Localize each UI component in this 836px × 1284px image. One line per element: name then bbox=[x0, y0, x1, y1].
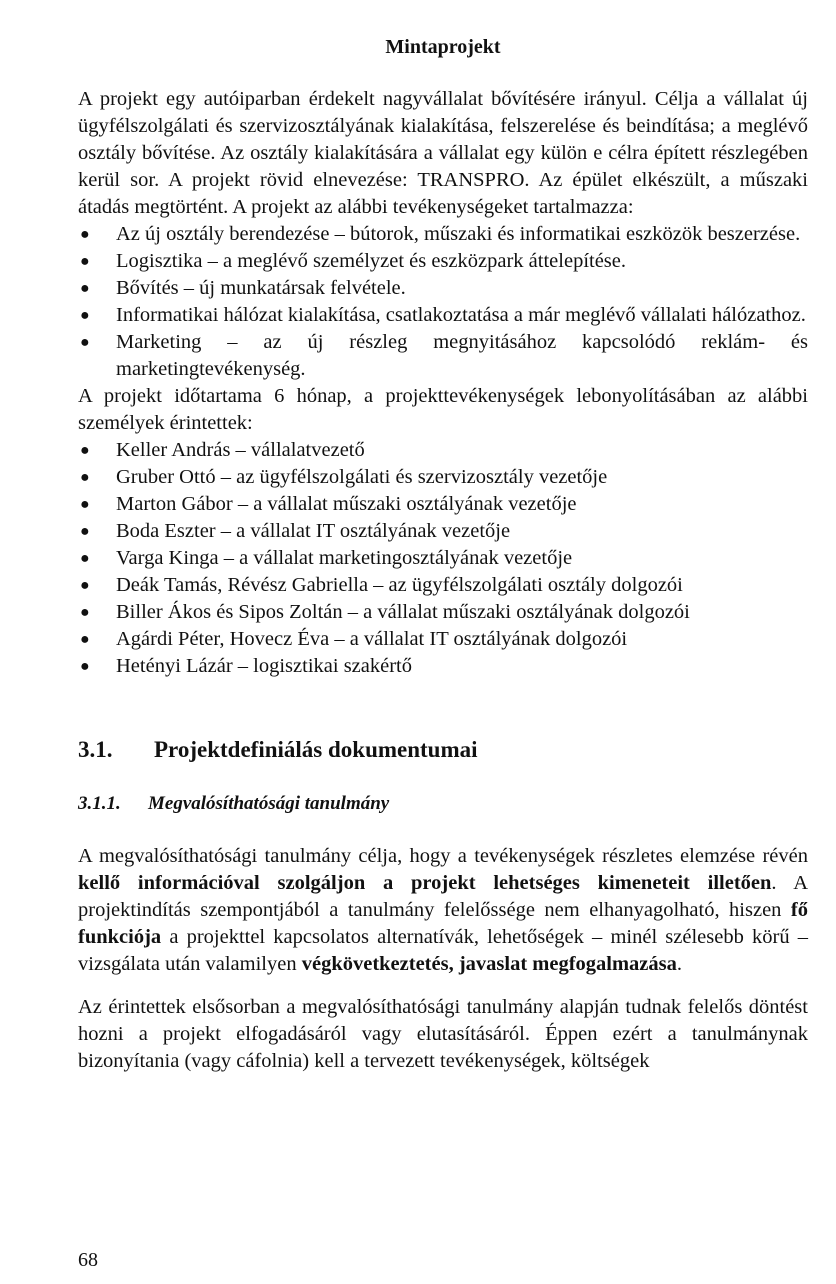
bullet-icon: ● bbox=[80, 604, 90, 621]
list-item-text: Informatikai hálózat kialakítása, csatlakoztatása a már meglévő vállalati hálózathoz. bbox=[116, 304, 806, 326]
bullet-icon: ● bbox=[80, 550, 90, 567]
bold-run: fő funkciója bbox=[78, 899, 808, 948]
list-item-text: Gruber Ottó – az ügyfélszolgálati és szervizosztály vezetője bbox=[116, 466, 608, 488]
list-item bbox=[78, 464, 808, 491]
activity-list bbox=[78, 221, 808, 383]
feasibility-paragraph-1 bbox=[78, 843, 808, 978]
text-run: a projekttel kapcsolatos alternatívák, lehetőségek – minél szélesebb körű – vizsgálata után valamilyen bbox=[78, 926, 808, 975]
bullet-icon: ● bbox=[80, 496, 90, 513]
book-page bbox=[78, 34, 808, 1075]
bullet-icon: ● bbox=[80, 631, 90, 648]
people-intro-paragraph: A projekt időtartama 6 hónap, a projekttevékenységek lebonyolításában az alábbi személyek érintettek: bbox=[78, 385, 808, 434]
list-item-text: Biller Ákos és Sipos Zoltán – a vállalat műszaki osztályának dolgozói bbox=[116, 601, 690, 623]
text-run: A megvalósíthatósági tanulmány célja, hogy a tevékenységek részletes elemzése révén bbox=[78, 845, 808, 867]
page-number: 68 bbox=[78, 1249, 98, 1271]
list-item-text: Marton Gábor – a vállalat műszaki osztályának vezetője bbox=[116, 493, 577, 515]
list-item bbox=[78, 653, 808, 680]
list-item bbox=[78, 248, 808, 275]
list-item-text: Bővítés – új munkatársak felvétele. bbox=[116, 277, 406, 299]
subsection-heading bbox=[78, 791, 808, 817]
list-item bbox=[78, 518, 808, 545]
list-item-text: Agárdi Péter, Hovecz Éva – a vállalat IT osztályának dolgozói bbox=[116, 628, 628, 650]
list-item-text: Keller András – vállalatvezető bbox=[116, 439, 365, 461]
list-item-text: Varga Kinga – a vállalat marketingosztályának vezetője bbox=[116, 547, 573, 569]
bullet-icon: ● bbox=[80, 469, 90, 486]
running-title: Mintaprojekt bbox=[385, 36, 501, 58]
list-item bbox=[78, 275, 808, 302]
list-item bbox=[78, 599, 808, 626]
section-title: Projektdefiniálás dokumentumai bbox=[154, 737, 478, 762]
text-run: . A projektindítás szempontjából a tanulmány felelőssége nem elhanyagolható, hiszen bbox=[78, 872, 808, 921]
list-item-text: Marketing – az új részleg megnyitásához kapcsolódó reklám- és marketingtevékenység. bbox=[116, 331, 808, 380]
list-item-text: Hetényi Lázár – logisztikai szakértő bbox=[116, 655, 412, 677]
feasibility-paragraph-2: Az érintettek elsősorban a megvalósíthatósági tanulmány alapján tudnak felelős döntést hozni a projekt elfogadásáról vagy elutasításáról. Éppen ezért a tanulmánynak bizonyítania (vagy cáfolnia) kell a tervezett tevékenységek, költségek bbox=[78, 996, 808, 1072]
list-item bbox=[78, 329, 808, 383]
bold-run: végkövetkeztetés, javaslat megfogalmazása bbox=[301, 953, 677, 975]
bullet-icon: ● bbox=[80, 253, 90, 270]
section-number: 3.1. bbox=[78, 737, 113, 762]
bullet-icon: ● bbox=[80, 226, 90, 243]
bullet-icon: ● bbox=[80, 334, 90, 351]
list-item bbox=[78, 302, 808, 329]
bullet-icon: ● bbox=[80, 577, 90, 594]
list-item bbox=[78, 437, 808, 464]
list-item bbox=[78, 626, 808, 653]
bullet-icon: ● bbox=[80, 658, 90, 675]
bold-run: kellő információval szolgáljon a projekt lehetséges kimeneteit illetően bbox=[78, 872, 772, 894]
list-item bbox=[78, 572, 808, 599]
subsection-number: 3.1.1. bbox=[78, 793, 121, 814]
list-item-text: Deák Tamás, Révész Gabriella – az ügyfélszolgálati osztály dolgozói bbox=[116, 574, 683, 596]
text-run: . bbox=[676, 953, 682, 975]
list-item bbox=[78, 545, 808, 572]
section-heading bbox=[78, 735, 808, 765]
list-item bbox=[78, 491, 808, 518]
intro-paragraph: A projekt egy autóiparban érdekelt nagyvállalat bővítésére irányul. Célja a vállalat új ügyfélszolgálati és szervizosztályának kialakítása, felszerelése és beindítása; a meglévő osztály bővítése. Az osztály kialakítására a vállalat egy külön e célra épített részlegében kerül sor. A projekt rövid elnevezése: TRANSPRO. Az épület elkészült, a műszaki átadás megtörtént. A projekt az alábbi tevékenységeket tartalmazza: bbox=[78, 88, 808, 218]
bullet-icon: ● bbox=[80, 442, 90, 459]
bullet-icon: ● bbox=[80, 523, 90, 540]
list-item-text: Az új osztály berendezése – bútorok, műszaki és informatikai eszközök beszerzése. bbox=[116, 223, 801, 245]
bullet-icon: ● bbox=[80, 280, 90, 297]
list-item-text: Boda Eszter – a vállalat IT osztályának vezetője bbox=[116, 520, 511, 542]
subsection-title: Megvalósíthatósági tanulmány bbox=[148, 793, 390, 814]
people-list bbox=[78, 437, 808, 680]
list-item bbox=[78, 221, 808, 248]
list-item-text: Logisztika – a meglévő személyzet és eszközpark áttelepítése. bbox=[116, 250, 627, 272]
bullet-icon: ● bbox=[80, 307, 90, 324]
